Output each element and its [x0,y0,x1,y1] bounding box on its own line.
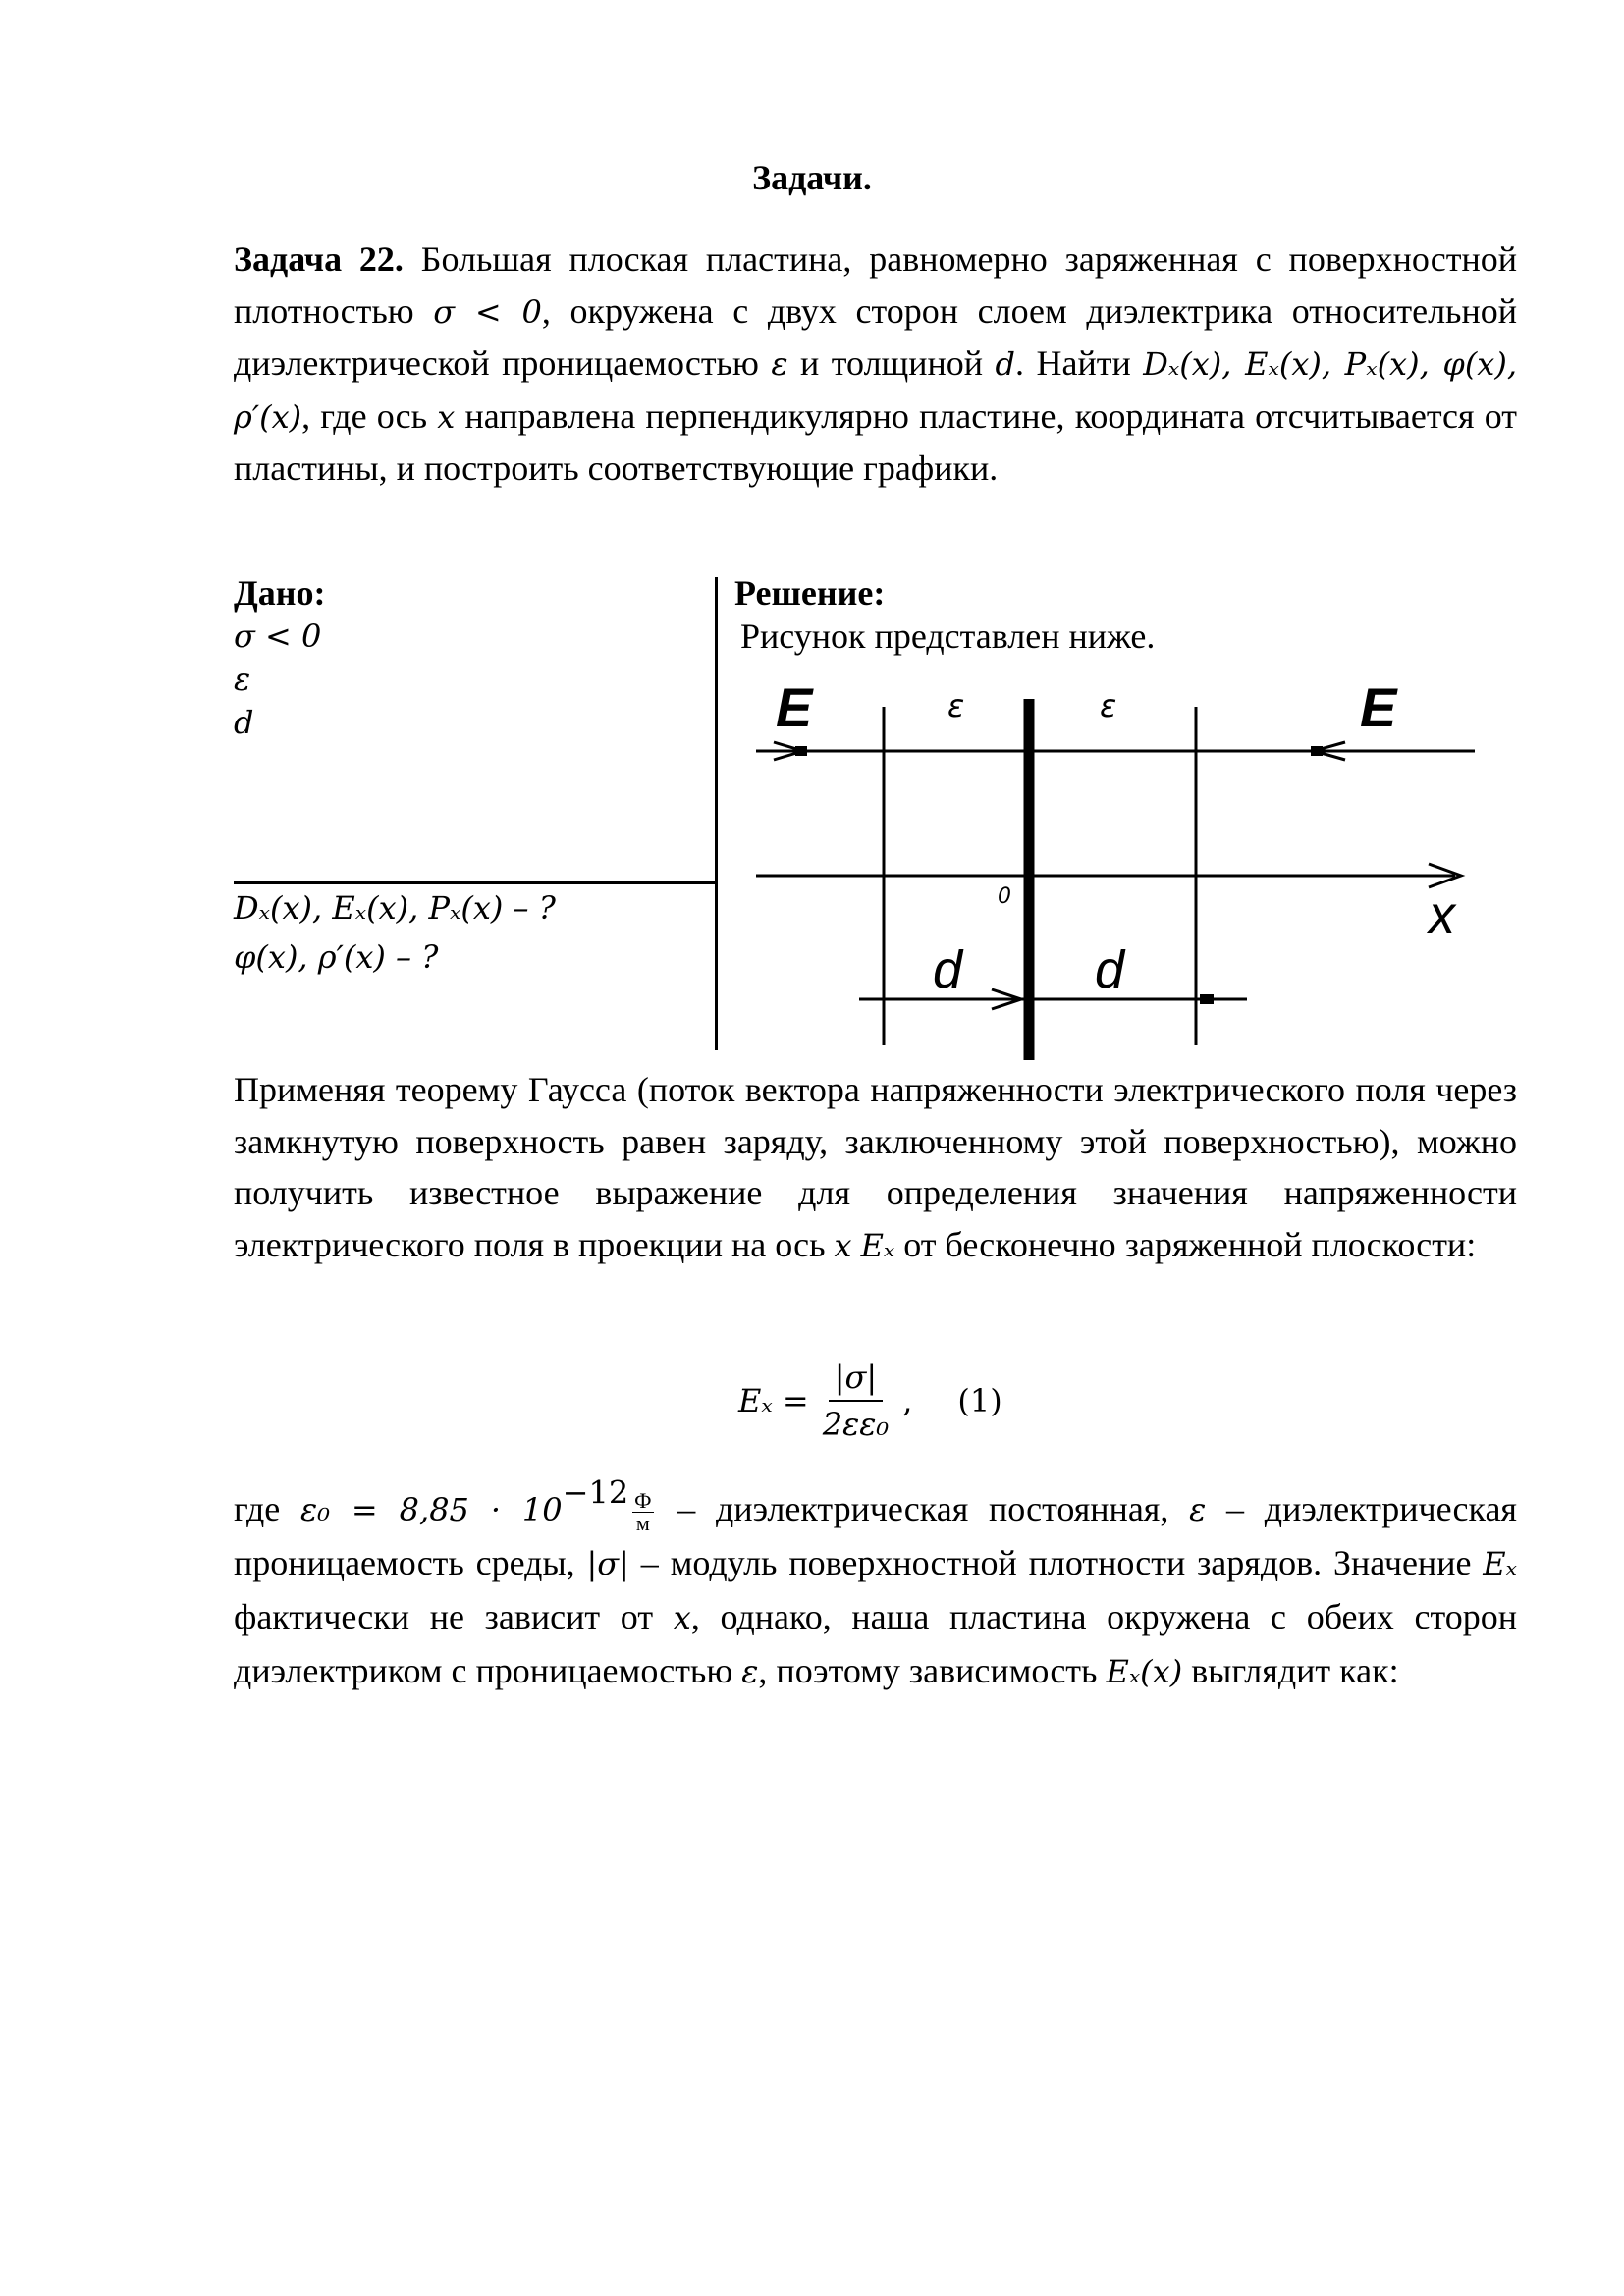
unknown-functions: Dₓ(x), Eₓ(x), Pₓ(x), φ(x), ρ′(x) [234,346,1518,436]
epsilon-symbol: ε [1189,1491,1207,1528]
gauss-paragraph [234,1064,1517,1271]
formula-comma: , [902,1382,913,1419]
given-header: Дано: [234,573,326,613]
epsilon0-value: ε₀ = 8,85 · 10 [300,1491,563,1528]
problem-text: , окружена с двух сторон слоем диэлектрика относительной диэлектрической проницаемостью [234,291,1517,383]
page-title: Задачи. [752,158,872,197]
field-label-left: E [776,676,813,738]
unit-denominator: м [635,1511,650,1536]
paragraph-text: фактически не зависит от [234,1597,674,1636]
thickness-marker-right [1200,994,1214,1004]
find-line: Dₓ(x), Eₓ(x), Pₓ(x) – ? [234,889,556,927]
paragraph-text: Применяя теорему Гаусса (поток вектора напряженности электрического поля через замкнутую поверхность равен заряду, заключенному этой поверхностью), можно получить известное выражение для определения значения напряженности электрического поля в проекции на ось [234,1070,1517,1264]
epsilon-label-left: ε [947,687,965,724]
problem-text: Большая плоская пластина, равномерно заряженная с поверхностной плотностью [234,240,1517,331]
abs-sigma-symbol: |σ| [586,1545,629,1582]
solution-block [734,571,1155,658]
paragraph-text: – диэлектрическая постоянная, [657,1489,1190,1528]
thickness-symbol: d [995,346,1016,383]
column-divider [715,577,718,1050]
axis-symbol: x [437,398,456,436]
paragraph-text: , поэтому зависимость [758,1651,1107,1690]
field-arrow-left-head [795,746,807,756]
sigma-condition: σ < 0 [433,293,542,331]
find-line: φ(x), ρ′(x) – ? [234,938,439,976]
exponent: −12 [562,1473,629,1512]
formula-denominator: 2εε₀ [822,1406,890,1443]
problem-text: направлена перпендикулярно пластине, координата отсчитывается от пластины, и построить соответствующие графики. [234,396,1517,488]
plate-figure [746,667,1483,1060]
formula-fraction [817,1359,895,1443]
formula-numerator: |σ| [829,1359,883,1402]
paragraph-text: где [234,1489,301,1528]
problem-statement [234,234,1517,495]
problem-text: , где ось [301,396,438,436]
field-label-right: E [1360,676,1397,738]
given-item: d [234,704,254,741]
problem-text: и толщиной [787,344,996,383]
problem-label: Задача 22. [234,240,404,279]
field-symbol: Eₓ [860,1226,895,1264]
paragraph-text: – диэлектрическая проницаемость среды, [234,1489,1517,1582]
given-item: σ < 0 [234,617,322,655]
constants-paragraph [234,1473,1517,1698]
given-item: ε [234,661,251,698]
field-arrow-right-head [1311,746,1323,756]
paragraph-text: – модуль поверхностной плотности зарядов. Значение [628,1543,1484,1582]
epsilon-label-right: ε [1100,687,1117,724]
axis-symbol: x [834,1226,852,1264]
origin-label: 0 [998,884,1011,909]
solution-text: Рисунок представлен ниже. [740,616,1156,656]
axis-label: x [1429,885,1455,944]
thickness-label-right: d [1095,940,1125,999]
unit-numerator: Ф [634,1488,652,1514]
field-symbol: Eₓ [1483,1545,1517,1582]
paragraph-text: , однако, наша пластина окружена с обеих сторон диэлектриком с проницаемостью [234,1597,1517,1690]
paragraph-text: выглядит как: [1182,1651,1399,1690]
thickness-label-left: d [933,940,963,999]
equation-number: (1) [957,1382,1002,1419]
field-function: Eₓ(x) [1106,1653,1183,1690]
unit-fraction [632,1490,653,1534]
find-block [234,883,715,982]
formula-lhs: Eₓ = [738,1382,809,1419]
epsilon-symbol: ε [741,1653,759,1690]
problem-text: . Найти [1015,344,1144,383]
given-block [234,571,715,744]
epsilon-symbol: ε [771,346,788,383]
axis-symbol: x [673,1599,691,1636]
formula-1 [738,1347,1002,1455]
solution-header: Решение: [734,573,886,613]
paragraph-text: от бесконечно заряженной плоскости: [894,1224,1477,1264]
